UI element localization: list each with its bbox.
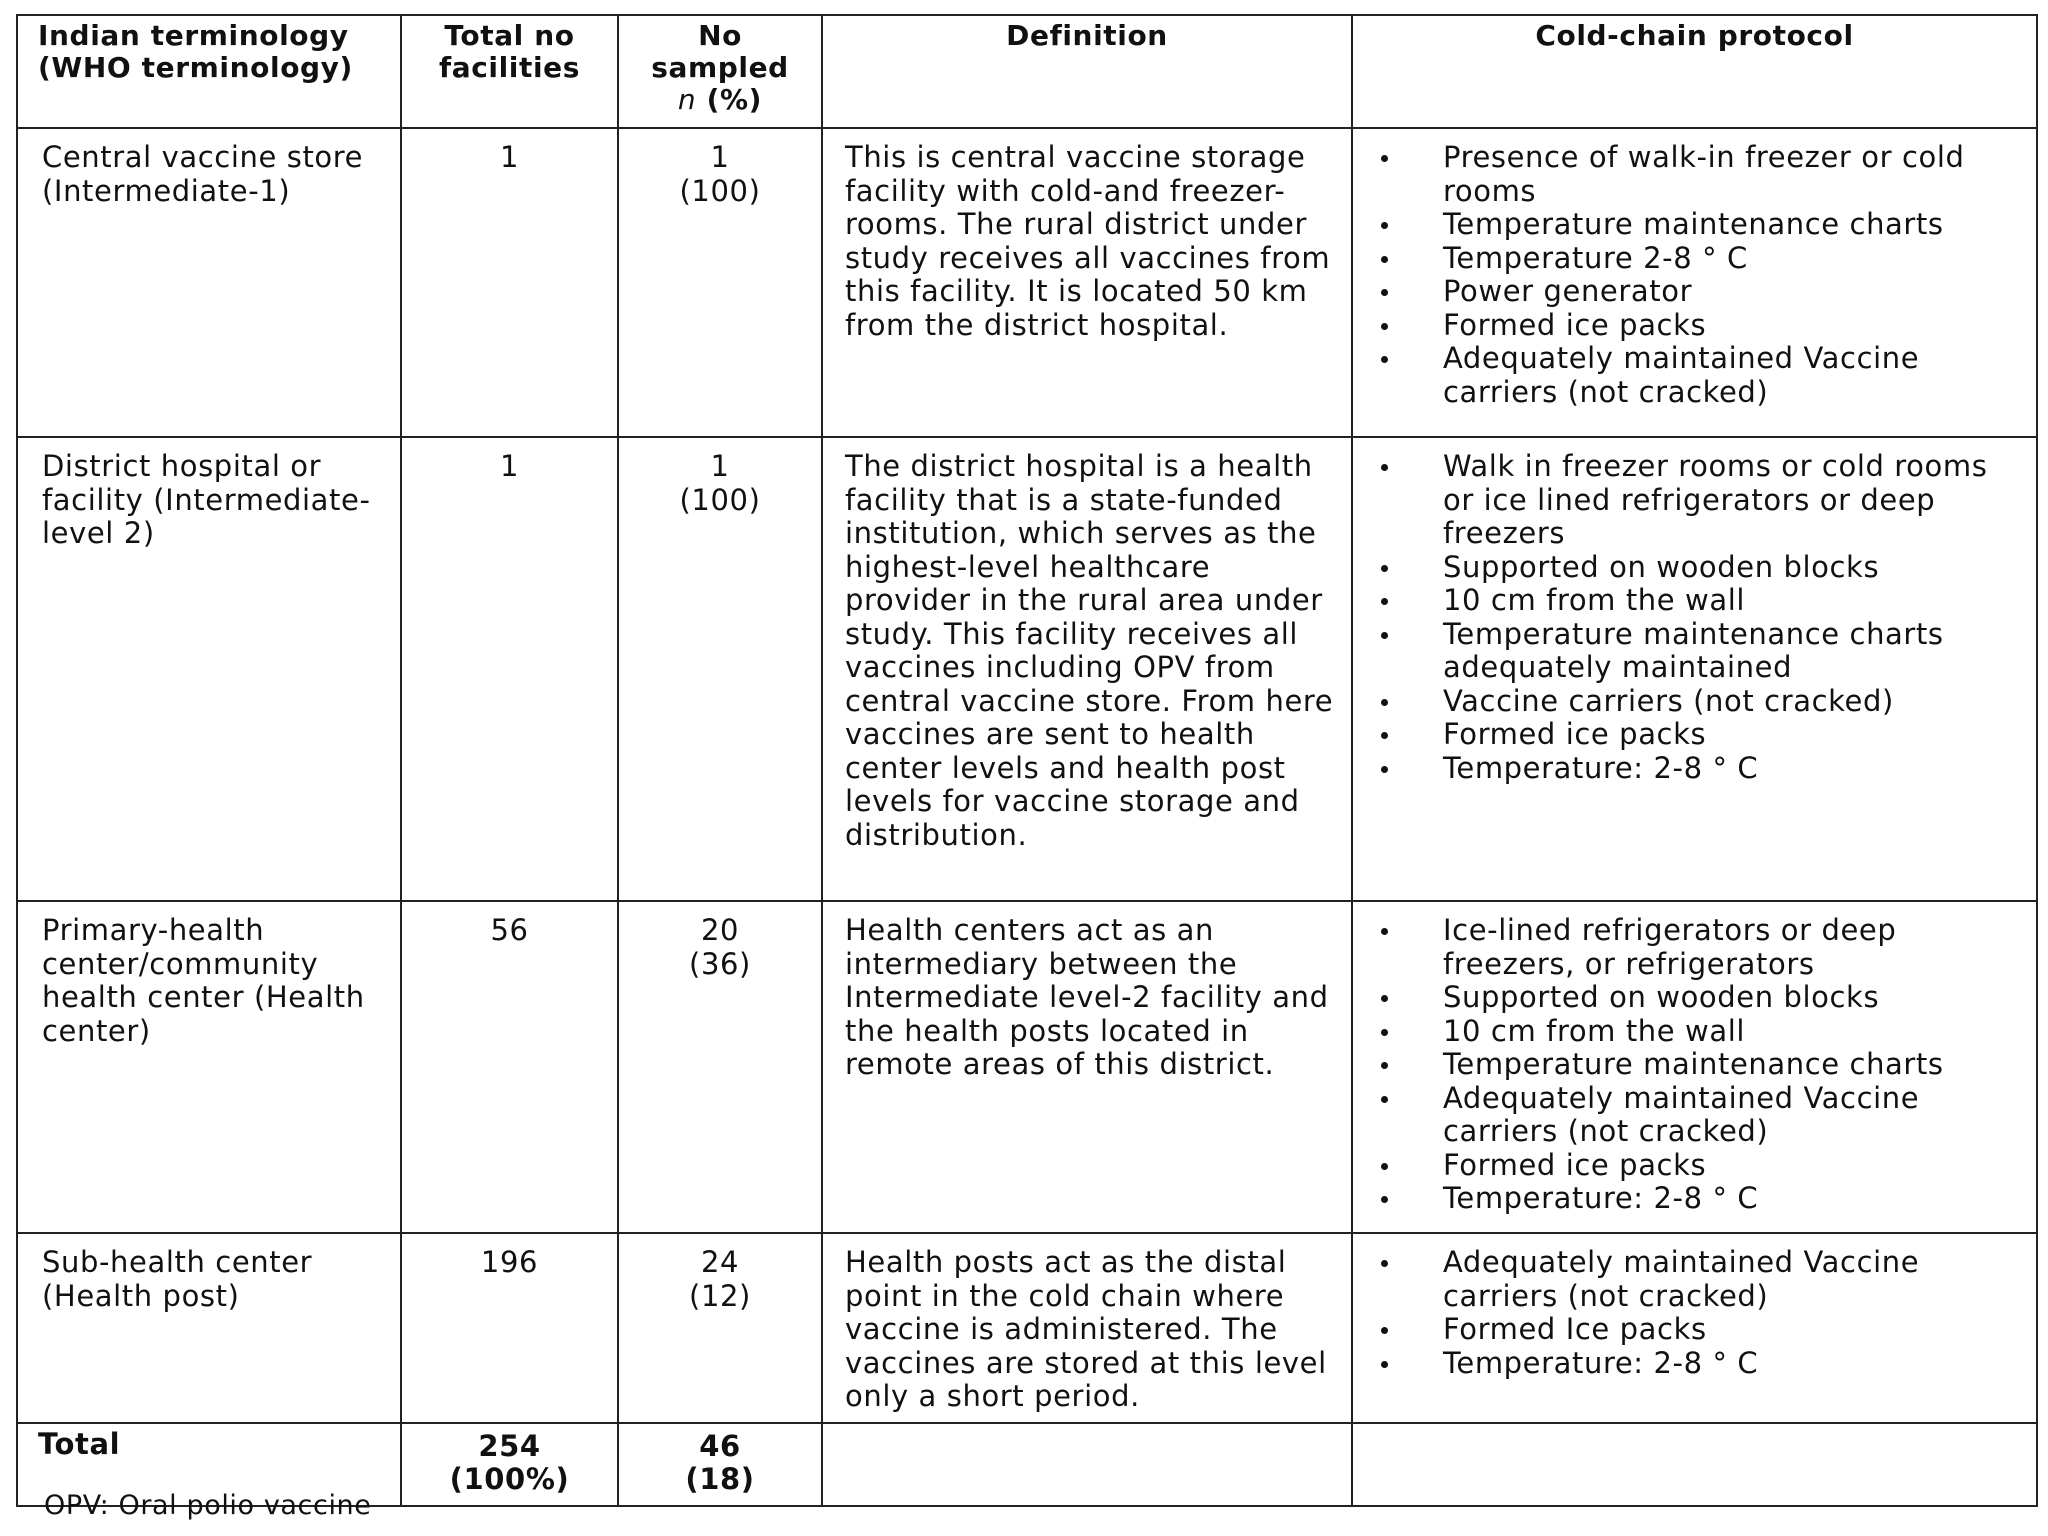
definition-cell xyxy=(822,1233,1352,1423)
sampled-cell xyxy=(618,901,822,1233)
protocol-bullet-item: Temperature 2-8 ° C xyxy=(1373,242,2024,276)
facility-name-cell xyxy=(17,1233,401,1423)
definition-text: Health centers act as an intermediary between the Intermediate level-2 facility and the health posts located in remote areas of this district. xyxy=(845,913,1329,1081)
sampled-cell xyxy=(618,1233,822,1423)
facility-name: District hospital or facility (Intermediate-level 2) xyxy=(42,449,371,550)
definition-text: This is central vaccine storage facility with cold-and freezer-rooms. The rural district under study receives all vaccines from this facility. It is located 50 km from the district hospital. xyxy=(845,140,1331,342)
sampled-percent: (12) xyxy=(689,1278,751,1313)
sampled-count: 24 xyxy=(700,1245,740,1279)
total-facilities-value: 1 xyxy=(499,140,520,174)
total-facilities-cell xyxy=(401,1233,618,1423)
total-facilities-sum: 254 xyxy=(478,1428,541,1463)
cold-chain-facility-table xyxy=(16,14,2038,1507)
protocol-bullet-item: Power generator xyxy=(1373,275,2024,309)
protocol-bullet-item: Formed Ice packs xyxy=(1373,1313,2024,1347)
total-label: Total xyxy=(38,1426,121,1461)
sampled-count: 1 xyxy=(710,449,730,483)
header-no-sampled-label: No sampled xyxy=(651,19,789,84)
facility-name: Sub-health center (Health post) xyxy=(42,1245,313,1313)
protocol-bullet-item: Adequately maintained Vaccine carriers (not cracked) xyxy=(1373,342,2024,409)
table-row xyxy=(17,1233,2037,1423)
protocol-bullet-item: Formed ice packs xyxy=(1373,309,2024,343)
sampled-percent: (100) xyxy=(679,482,761,517)
total-facilities-cell xyxy=(401,901,618,1233)
header-n-label: n xyxy=(677,83,697,116)
header-row xyxy=(17,15,2037,128)
protocol-cell xyxy=(1352,1233,2037,1423)
definition-cell xyxy=(822,128,1352,437)
facility-name-cell xyxy=(17,437,401,901)
footnote: OPV: Oral polio vaccine xyxy=(44,1490,372,1521)
header-pct-label: (%) xyxy=(696,83,763,116)
protocol-bullet-item: 10 cm from the wall xyxy=(1373,1015,2024,1049)
protocol-list xyxy=(1373,141,2024,409)
protocol-cell xyxy=(1352,901,2037,1233)
protocol-bullet-item: Temperature: 2-8 ° C xyxy=(1373,1182,2024,1216)
header-total-facilities: Total no facilities xyxy=(401,15,618,128)
protocol-bullet-item: Temperature: 2-8 ° C xyxy=(1373,1347,2024,1381)
protocol-bullet-item: Adequately maintained Vaccine carriers (not cracked) xyxy=(1373,1082,2024,1149)
facility-name: Central vaccine store (Intermediate-1) xyxy=(42,140,364,208)
total-protocol-empty-cell xyxy=(1352,1423,2037,1506)
protocol-bullet-item: Temperature maintenance charts adequately maintained xyxy=(1373,618,2024,685)
definition-cell xyxy=(822,437,1352,901)
protocol-bullet-item: Presence of walk-in freezer or cold rooms xyxy=(1373,141,2024,208)
header-no-sampled xyxy=(618,15,822,128)
protocol-bullet-item: Vaccine carriers (not cracked) xyxy=(1373,685,2024,719)
total-facilities-value: 1 xyxy=(499,449,520,483)
protocol-bullet-item: Ice-lined refrigerators or deep freezers, or refrigerators xyxy=(1373,914,2024,981)
protocol-list xyxy=(1373,914,2024,1216)
total-sampled-sum-cell xyxy=(618,1423,822,1506)
protocol-bullet-item: Temperature maintenance charts xyxy=(1373,1048,2024,1082)
table-row xyxy=(17,901,2037,1233)
header-definition: Definition xyxy=(822,15,1352,128)
total-facilities-pct: (100%) xyxy=(449,1462,570,1496)
protocol-bullet-item: Temperature maintenance charts xyxy=(1373,208,2024,242)
sampled-count: 20 xyxy=(700,913,740,947)
sampled-count: 1 xyxy=(710,140,730,174)
protocol-list xyxy=(1373,450,2024,785)
protocol-bullet-item: Formed ice packs xyxy=(1373,1149,2024,1183)
protocol-bullet-item: Walk in freezer rooms or cold rooms or ice lined refrigerators or deep freezers xyxy=(1373,450,2024,551)
total-sampled-pct: (18) xyxy=(685,1462,755,1496)
protocol-bullet-item: Adequately maintained Vaccine carriers (not cracked) xyxy=(1373,1246,2024,1313)
sampled-percent: (100) xyxy=(679,173,761,208)
protocol-cell xyxy=(1352,128,2037,437)
table-row xyxy=(17,437,2037,901)
protocol-list xyxy=(1373,1246,2024,1380)
protocol-bullet-item: Formed ice packs xyxy=(1373,718,2024,752)
header-terminology: Indian terminology (WHO terminology) xyxy=(17,15,401,128)
protocol-bullet-item: Temperature: 2-8 ° C xyxy=(1373,752,2024,786)
total-definition-empty-cell xyxy=(822,1423,1352,1506)
total-facilities-sum-cell xyxy=(401,1423,618,1506)
table-body xyxy=(17,128,2037,1506)
facility-name-cell xyxy=(17,128,401,437)
protocol-bullet-item: Supported on wooden blocks xyxy=(1373,981,2024,1015)
facility-name: Primary-health center/community health center (Health center) xyxy=(42,913,365,1048)
sampled-percent: (36) xyxy=(689,946,751,981)
protocol-bullet-item: Supported on wooden blocks xyxy=(1373,551,2024,585)
sampled-cell xyxy=(618,437,822,901)
definition-cell xyxy=(822,901,1352,1233)
total-facilities-value: 196 xyxy=(480,1245,539,1279)
header-cold-chain-protocol: Cold-chain protocol xyxy=(1352,15,2037,128)
definition-text: The district hospital is a health facility that is a state-funded institution, which serves as the highest-level healthcare provider in the rural area under study. This facility receives all vaccines including OPV from central vaccine store. From here vaccines are sent to health center levels and health post levels for vaccine storage and distribution. xyxy=(845,449,1334,852)
total-facilities-cell xyxy=(401,128,618,437)
total-sampled-sum: 46 xyxy=(699,1428,741,1463)
protocol-bullet-item: 10 cm from the wall xyxy=(1373,584,2024,618)
facility-name-cell xyxy=(17,901,401,1233)
vaccine-facility-table-wrapper xyxy=(16,14,2036,1507)
total-facilities-cell xyxy=(401,437,618,901)
definition-text: Health posts act as the distal point in the cold chain where vaccine is administered. The vaccines are stored at this level only a short period. xyxy=(845,1245,1327,1413)
sampled-cell xyxy=(618,128,822,437)
table-row xyxy=(17,128,2037,437)
total-facilities-value: 56 xyxy=(490,913,529,947)
protocol-cell xyxy=(1352,437,2037,901)
